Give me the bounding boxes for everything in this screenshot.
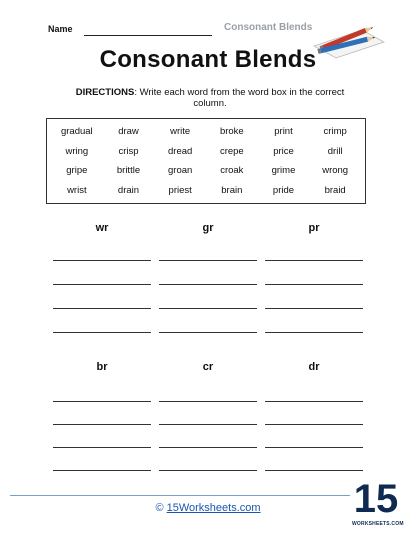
word-box-word: price (273, 145, 294, 157)
header-topic-tag: Consonant Blends (224, 22, 313, 33)
word-box-word: crepe (219, 145, 244, 157)
answer-write-line[interactable] (53, 332, 151, 333)
answer-write-line[interactable] (159, 447, 257, 448)
answer-write-line[interactable] (265, 308, 363, 309)
answer-write-line[interactable] (265, 470, 363, 471)
column-label-wr: wr (95, 222, 109, 234)
answer-write-line[interactable] (53, 284, 151, 285)
directions-lead: DIRECTIONS (75, 87, 135, 98)
answer-write-line[interactable] (159, 470, 257, 471)
directions-text: : Write each word from the word box in the correct column. (134, 87, 345, 109)
word-box-word: gripe (66, 165, 88, 177)
copyright-symbol: © (155, 502, 164, 514)
word-box-word: print (274, 126, 293, 138)
answer-write-line[interactable] (265, 332, 363, 333)
word-box-word: wrong (322, 165, 349, 177)
word-grid (47, 119, 365, 203)
answer-write-line[interactable] (159, 424, 257, 425)
answer-write-line[interactable] (265, 424, 363, 425)
word-box-word: draw (118, 126, 139, 138)
word-box-word: broke (219, 126, 244, 138)
word-box-word: drain (117, 184, 140, 196)
answer-write-line[interactable] (53, 401, 151, 402)
footer-site-link[interactable]: 15Worksheets.com (166, 502, 261, 514)
word-box-word: priest (168, 184, 192, 196)
answer-write-line[interactable] (159, 284, 257, 285)
column-label-br: br (96, 361, 108, 373)
answer-write-line[interactable] (265, 447, 363, 448)
word-box-word: grime (271, 165, 296, 177)
page-title: Consonant Blends (99, 46, 317, 73)
word-box-word: groan (168, 165, 193, 177)
word-box-word: gradual (60, 126, 93, 138)
footer-divider (10, 495, 350, 496)
answer-write-line[interactable] (159, 332, 257, 333)
name-write-line[interactable] (84, 35, 212, 36)
name-label: Name (48, 24, 73, 34)
word-box (46, 118, 366, 204)
word-box-word: croak (220, 165, 244, 177)
answer-write-line[interactable] (53, 308, 151, 309)
column-label-gr: gr (202, 222, 214, 234)
logo-number: 15 (353, 477, 399, 521)
word-box-word: dread (168, 145, 193, 157)
site-logo[interactable] (352, 476, 404, 532)
column-label-dr: dr (308, 361, 320, 373)
word-box-word: wrist (67, 184, 87, 196)
word-box-word: crimp (323, 126, 347, 138)
word-box-word: brain (221, 184, 243, 196)
word-box-word: crisp (118, 145, 139, 157)
word-box-word: braid (324, 184, 346, 196)
column-label-cr: cr (202, 361, 214, 373)
word-box-word: pride (272, 184, 295, 196)
answer-write-line[interactable] (159, 308, 257, 309)
answer-write-line[interactable] (53, 424, 151, 425)
word-box-word: wring (65, 145, 89, 157)
column-label-pr: pr (308, 222, 320, 234)
answer-write-line[interactable] (53, 260, 151, 261)
logo-text: WORKSHEETS.COM (352, 521, 404, 527)
answer-write-line[interactable] (265, 284, 363, 285)
answer-write-line[interactable] (159, 401, 257, 402)
answer-write-line[interactable] (265, 401, 363, 402)
answer-write-line[interactable] (53, 447, 151, 448)
word-box-word: brittle (116, 165, 141, 177)
word-box-word: write (170, 126, 191, 138)
directions (60, 87, 360, 109)
answer-write-line[interactable] (159, 260, 257, 261)
answer-write-line[interactable] (265, 260, 363, 261)
answer-write-line[interactable] (53, 470, 151, 471)
word-box-word: drill (327, 145, 343, 157)
